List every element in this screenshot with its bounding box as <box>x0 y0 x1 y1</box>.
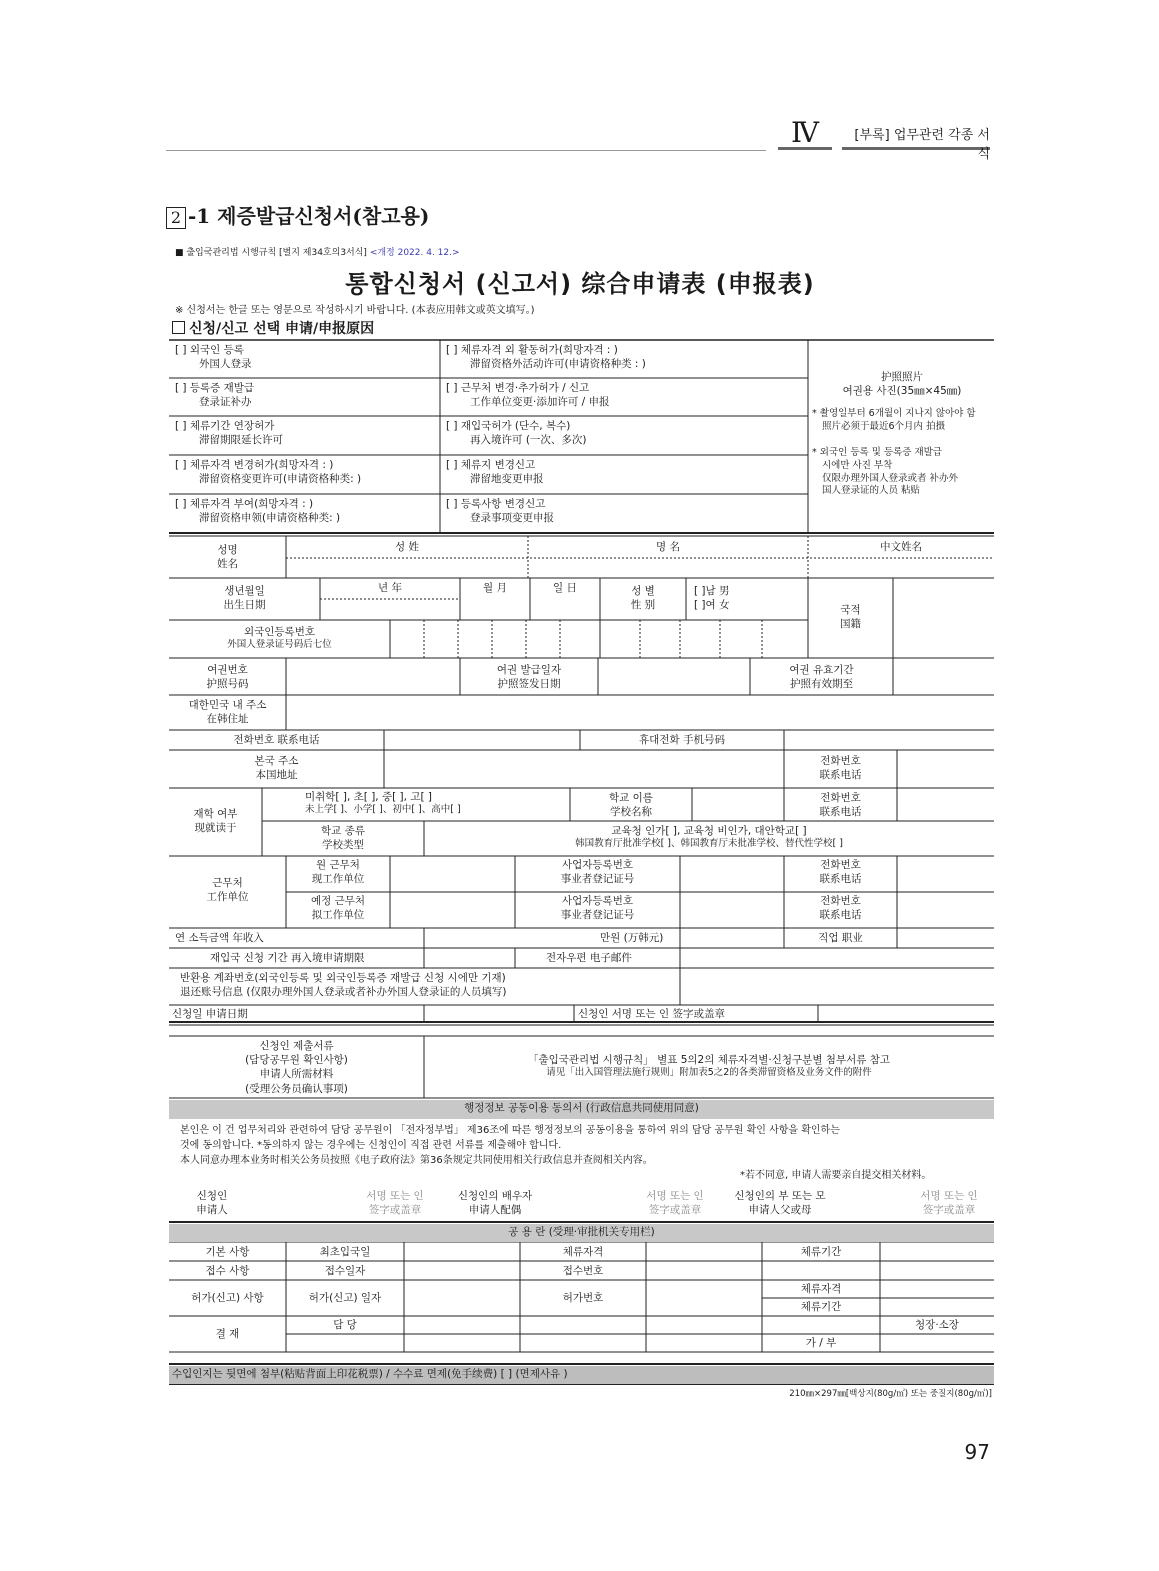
application-date-label: 신청일 申请日期 <box>172 1008 248 1020</box>
option-registration-change[interactable]: [ ] 등록사항 변경신고 登录事项变更申报 <box>446 498 554 525</box>
doc-number: 2 <box>166 207 186 229</box>
workplace-label: 근무처 工作单位 <box>206 877 249 904</box>
given-name-label: 명 名 <box>656 541 680 553</box>
school-levels[interactable]: 미취학[ ], 초[ ], 중[ ], 고[ ] 未上学[ ]、小学[ ]、初中[ ]、高中[ ] <box>305 791 461 816</box>
permit-date-label: 허가(신고) 일자 <box>308 1292 382 1304</box>
sex-female-checkbox[interactable]: [ ]여 女 <box>694 599 730 612</box>
option-status-grant[interactable]: [ ] 체류자격 부여(희망자격 : ) 滞留资格申领(申请资格种类: ) <box>175 498 341 525</box>
photo-title-ko: 여권용 사진(35㎜×45㎜) <box>842 385 962 397</box>
option-extra-activity[interactable]: [ ] 체류자격 외 활동허가(희망자격 : ) 滞留资格外活动许可(申请资格种类 : ) <box>446 344 646 371</box>
passport-expiry-label: 여권 유효기간 护照有效期至 <box>789 664 854 691</box>
surname-label: 성 姓 <box>395 541 419 553</box>
sex-options[interactable] <box>694 584 730 612</box>
sex-label: 성 별 性 别 <box>630 585 656 612</box>
language-note: ※ 신청서는 한글 또는 영문으로 작성하시기 바랍니다. (本表应用韩文或英文填写。) <box>175 305 535 316</box>
birth-label: 생년월일 出生日期 <box>223 585 266 612</box>
applicant-signature-label: 신청인 서명 또는 인 签字或盖章 <box>578 1008 725 1020</box>
planned-biz-no-label: 사업자등록번호 事业者登记证号 <box>560 895 635 922</box>
school-status-label: 재학 여부 现就读于 <box>193 808 238 835</box>
sex-male-checkbox[interactable]: [ ]남 男 <box>694 585 730 597</box>
planned-work-phone-label: 전화번호 联系电话 <box>819 895 862 922</box>
current-biz-no-label: 사업자등록번호 事业者登记证号 <box>560 859 635 886</box>
income-unit: 만원 (万韩元) <box>600 932 664 944</box>
occupation-label: 직업 职业 <box>818 932 863 944</box>
form-title: 통합신청서 (신고서) 综合申请表 (申报表) <box>345 270 815 298</box>
permit-status-label: 체류자격 <box>800 1283 842 1295</box>
first-entry-label: 최초입국일 <box>319 1246 371 1258</box>
chief-label: 청장·소장 <box>915 1319 959 1331</box>
consent-parent-sign[interactable]: 서명 또는 인 签字或盖章 <box>920 1190 978 1217</box>
consent-applicant-sign[interactable]: 서명 또는 인 签字或盖章 <box>366 1190 424 1217</box>
given-name-input[interactable] <box>532 560 806 576</box>
passport-issue-label: 여권 발급일자 护照签发日期 <box>496 664 562 691</box>
current-work-phone-label: 전화번호 联系电话 <box>819 859 862 886</box>
consent-text-4: *若不同意, 申请人需要亲自提交相关材料。 <box>740 1170 932 1181</box>
officer-label: 담 당 <box>333 1319 357 1331</box>
permit-period-label: 체류기간 <box>800 1301 842 1313</box>
receipt-number-label: 접수번호 <box>562 1265 604 1277</box>
receipt-label: 접수 사항 <box>205 1265 250 1277</box>
surname-input[interactable] <box>290 560 526 576</box>
selection-heading-text: 신청/신고 선택 申请/申报原因 <box>189 321 375 337</box>
page-number: 97 <box>964 1440 990 1464</box>
decision-label: 결 재 <box>215 1328 240 1340</box>
passport-number-label: 여권번호 护照号码 <box>206 664 249 691</box>
chapter-number: Ⅳ <box>778 116 832 150</box>
consent-parent: 신청인의 부 또는 모 申请人父或母 <box>734 1190 826 1217</box>
option-reentry-permit[interactable]: [ ] 재입국허가 (단수, 복수) 再入境许可 (一次、多次) <box>446 420 587 447</box>
reentry-period-label: 재입국 신청 기간 再入境申请期限 <box>210 952 365 964</box>
phone-label: 전화번호 联系电话 <box>233 734 320 746</box>
school-type-label: 학교 종류 学校类型 <box>321 825 365 852</box>
option-stay-extension[interactable]: [ ] 체류기간 연장허가 滞留期限延长许可 <box>175 420 283 447</box>
nationality-label: 국적 国籍 <box>840 604 861 631</box>
office-use-title: 공 용 란 (受理·审批机关专用栏) <box>508 1226 655 1238</box>
photo-title-zh: 护照照片 <box>881 371 923 383</box>
planned-workplace-label: 예정 근무처 拟工作单位 <box>310 895 366 922</box>
school-phone-label: 전화번호 联系电话 <box>819 792 862 819</box>
home-phone-label: 전화번호 联系电话 <box>819 755 862 782</box>
name-label: 성명 姓名 <box>217 544 238 571</box>
permit-number-label: 허가번호 <box>562 1292 604 1304</box>
paper-spec: 210㎜×297㎜[백상지(80g/㎡) 또는 중질지(80g/㎡)] <box>789 1389 992 1399</box>
option-alien-registration[interactable]: [ ] 외국인 등록 外国人登录 <box>175 344 252 371</box>
registration-number-label: 외국인등록번호 外国人登录证号码后七位 <box>227 626 332 651</box>
income-label: 연 소득금액 年收入 <box>175 932 264 944</box>
option-status-change[interactable]: [ ] 체류자격 변경허가(희망자격 : ) 滞留资格变更许可(申请资格种类: ) <box>175 459 362 486</box>
day-label: 일 日 <box>553 582 577 594</box>
required-docs-label: 신청인 제출서류 (담당공무원 확인사항) 申请人所需材料 (受理公务员确认事项) <box>245 1040 348 1095</box>
legal-ref-text: ■ 출입국관리법 시행규칙 [별지 제34호의3서식] <box>175 248 370 258</box>
approval-label: 가 / 부 <box>805 1337 837 1349</box>
consent-applicant: 신청인 申请人 <box>196 1190 228 1217</box>
stamp-fee-note: 수입인지는 뒷면에 첨부(粘贴背面上印花税票) / 수수료 면제(免手续费) [ ] (면제사유 ) <box>172 1368 568 1380</box>
photo-note-period: * 촬영일부터 6개월이 지나지 않아야 함 照片必须于最近6个月内 拍摄 <box>812 408 976 432</box>
period-label: 체류기간 <box>800 1246 842 1258</box>
month-label: 월 月 <box>483 582 507 594</box>
permit-label: 허가(신고) 사항 <box>191 1292 264 1304</box>
revision-date: <개정 2022. 4. 12.> <box>369 248 460 258</box>
consent-spouse: 신청인의 배우자 申请人配偶 <box>457 1190 533 1217</box>
home-address-label: 본국 주소 本国地址 <box>254 755 299 782</box>
korea-address-label: 대한민국 내 주소 在韩住址 <box>188 699 267 726</box>
email-label: 전자우편 电子邮件 <box>546 952 632 964</box>
option-residence-change[interactable]: [ ] 체류지 변경신고 滞留地变更申报 <box>446 459 544 486</box>
basic-info-label: 기본 사항 <box>205 1246 250 1258</box>
year-label: 년 年 <box>378 582 402 594</box>
doc-title-text: -1 제증발급신청서(참고용) <box>188 204 430 228</box>
consent-text-3: 本人同意办理本业务时相关公务员按照《电子政府法》第36条规定共同使用相关行政信息并查阅相关内容。 <box>180 1155 653 1166</box>
option-workplace-change[interactable]: [ ] 근무처 변경·추가허가 / 신고 工作单位变更·添加许可 / 申报 <box>446 382 610 409</box>
status-label: 체류자격 <box>562 1246 604 1258</box>
receipt-date-label: 접수일자 <box>324 1265 366 1277</box>
chapter-title: [부록] 업무관련 각종 서식 <box>842 122 990 150</box>
school-name-label: 학교 이름 学校名称 <box>609 792 653 819</box>
required-docs-text: 「출입국관리법 시행규칙」 별표 5의2의 체류자격별·신청구분별 첨부서류 참고 请见「出入国管理法施行规则」附加表5之2的各类滞留资格及业务文件的附件 <box>527 1054 890 1079</box>
consent-text-2: 것에 동의합니다. *동의하지 않는 경우에는 신청인이 직접 관련 서류를 제출해야 합니다. <box>180 1140 562 1151</box>
refund-account-label: 반환용 계좌번호(외국인등록 및 외국인등록증 재발급 신청 시에만 기재) 退还账号信息 (仅限办理外国人登录或者补办外国人登录证的人员填写) <box>180 972 507 999</box>
consent-spouse-sign[interactable]: 서명 또는 인 签字或盖章 <box>646 1190 704 1217</box>
chinese-name-input[interactable] <box>812 560 992 576</box>
school-type-options[interactable]: 교육청 인가[ ], 교육청 비인가, 대안학교[ ] 韩国教育厅批准学校[ ]、韩国教育厅未批准学校、替代性学校[ ] <box>575 825 843 850</box>
consent-text-1: 본인은 이 건 업무처리와 관련하여 담당 공무원이 「전자정부법」 제36조에 따른 행정정보의 공동이용을 통하여 위의 담당 공무원 확인 사항을 확인하는 <box>180 1125 840 1136</box>
current-workplace-label: 원 근무처 现工作单位 <box>311 859 365 886</box>
consent-title: 행정정보 공동이용 동의서 (行政信息共同使用同意) <box>464 1102 699 1114</box>
option-card-reissue[interactable]: [ ] 등록증 재발급 登录证补办 <box>175 382 255 409</box>
photo-note-attach: * 외국인 등록 및 등록증 재발급 시에만 사진 부착 仅限办理外国人登录或者 补办外 国人登录证的人员 粘贴 <box>812 447 959 497</box>
mobile-label: 휴대전화 手机号码 <box>639 734 725 746</box>
chinese-name-label: 中文姓名 <box>880 541 922 553</box>
